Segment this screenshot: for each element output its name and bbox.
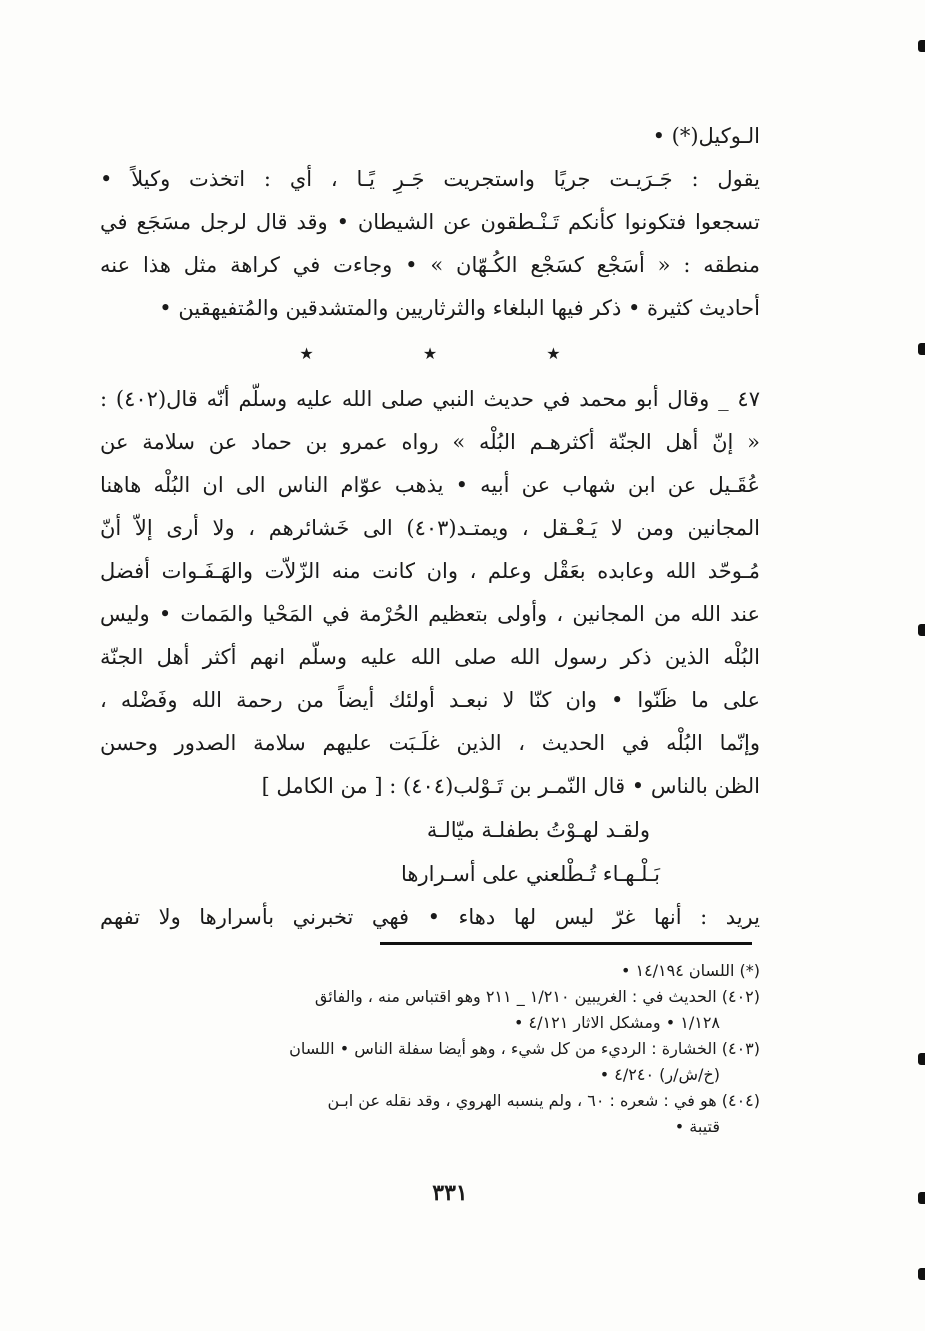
binding-mark [918,40,925,52]
text-line-10: مُـوحّد الله وعابده بعَقْل وعلم ، وان كانت منه الزّلاّت والهَـفَـوات أفضل [100,559,760,583]
text-line-8: عُقَـيل عن ابن شهاب عن أبيه • يذهب عوّام الناس الى ان البُلْه هاهنا [100,473,760,497]
binding-mark [918,1192,925,1204]
footnotes [100,958,760,1140]
footnote-403: (٤٠٣) الخشارة : الرديء من كل شيء ، وهو أيضا سفلة الناس • اللسان [289,1039,760,1058]
footnote-404-cont: قتيبة • [674,1117,720,1136]
footnote-402: (٤٠٢) الحديث في : الغريبين ١/٢١٠ _ ٢١١ وهو اقتباس منه ، والفائق [314,987,760,1006]
footnote-divider [380,942,752,945]
text-line-2: يقول : جَـرَيـت جريًا واستجريت جَـرِ يًـا ، أي : اتخذت وكيلاً • [100,167,760,191]
text-line-12: البُلْه الذين ذكر رسول الله صلى الله عليه وسلّم انهم أكثر أهل الجنّة [100,645,760,669]
footnote-star: (*) اللسان ١٤/١٩٤ • [620,961,760,980]
footnote-404: (٤٠٤) هو في : شعره : ٦٠ ، ولم ينسبه الهروي ، وقد نقله عن ابـن [327,1091,760,1110]
footnote-402-cont: ١/١٢٨ • ومشكل الاثار ٤/١٢١ • [514,1013,720,1032]
text-line-5: أحاديث كثيرة • ذكر فيها البلغاء والثرثاريين والمتشدقين والمُتفيهقين • [159,296,760,320]
page-body [100,115,760,939]
text-line-13: على ما ظَنّوا • وان كنّا لا نبعـد أولئك أيضاً من رحمة الله وفَضْله ، [100,688,760,712]
text-line-14: وإنّما البُلْه في الحديث ، الذين غلَـبَت عليهم سلامة الصدور وحسن [100,731,760,755]
text-line-3: تسجعوا فتكونوا كأنكم تَـنْـطقون عن الشيطان • وقد قال لرجل مسَجَع في [100,210,760,234]
text-line-16: يريد : أنها غرّ ليس لها دهاء • فهي تخبرني بأسرارها ولا تفهم [100,905,760,929]
binding-mark [918,1268,925,1280]
text-line-6: ٤٧ _ وقال أبو محمد في حديث النبي صلى الله عليه وسلّم أنّه قال(٤٠٢) : [100,387,760,411]
text-line-9: المجانين ومن لا يَـعْـقل ، ويمتـد(٤٠٣) الى خَشائرهم ، ولا أرى إلاّ أنّ [100,516,760,540]
poem-verse-second-hemistich: بَـلْـهـاء تُـطْلعني على أسـرارها [401,862,660,886]
text-line-4: منطقه : « أسَجْع كسَجْع الكُـهّان » • وجاءت في كراهة مثل هذا عنه [100,253,760,277]
footnote-403-cont: (خ/ش/ر) ٤/٢٤٠ • [599,1065,720,1084]
binding-mark [918,343,925,355]
text-line-11: عند الله من المجانين ، وأولى بتعظيم الحُرْمة في المَحْيا والمَمات • وليس [100,602,760,626]
binding-mark [918,624,925,636]
text-line-1: الـوكيل(*) • [652,124,760,148]
text-line-7: « إنّ أهل الجنّة أكثرهـم البُلْه » رواه عمرو بن حماد عن سلامة عن [100,430,760,454]
binding-mark [918,1053,925,1065]
page-number: ٣٣١ [432,1180,468,1206]
text-line-15: الظن بالناس • قال النّمـر بن تَـوْلب(٤٠٤) : [ من الكامل ] [261,774,760,798]
section-separator-stars: ★ ★ ★ [299,344,613,363]
poem-verse-first-hemistich: ولقـد لهـوْتُ بطفلـة ميّالـة [426,818,650,842]
